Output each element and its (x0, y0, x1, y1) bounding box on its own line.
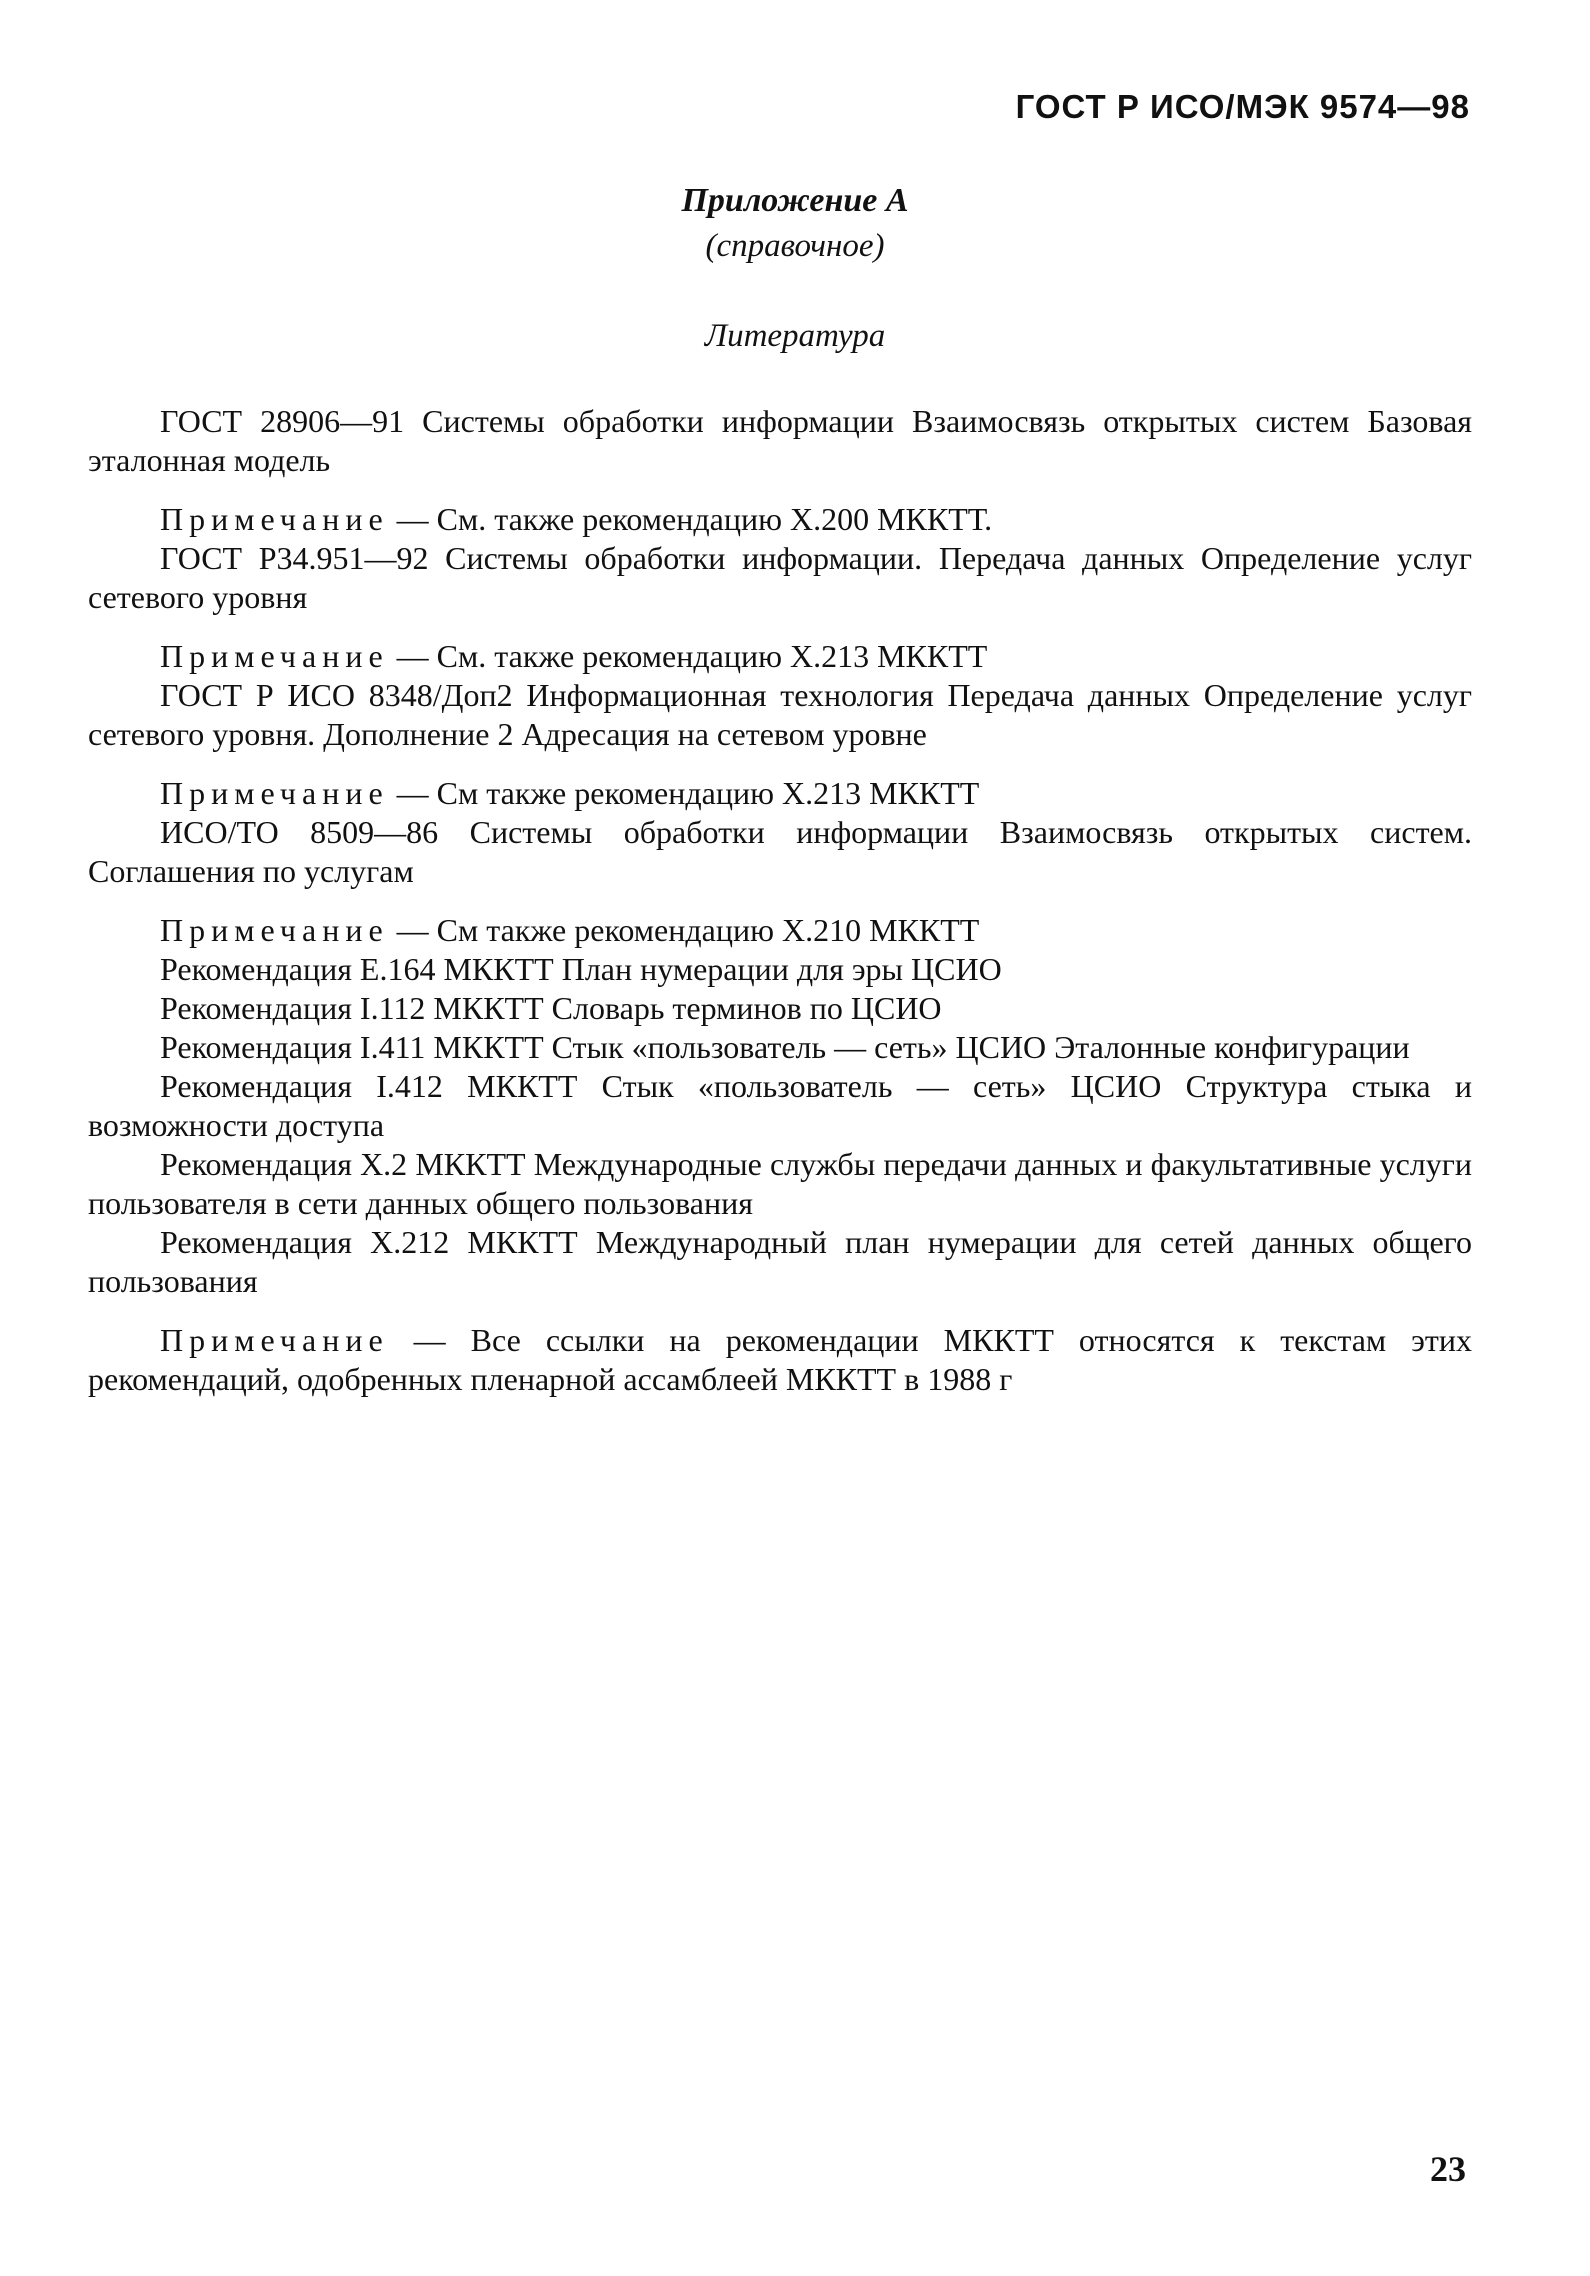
note-text: См также рекомендацию X.213 МККТТ (436, 775, 980, 811)
reference-entry: ГОСТ Р ИСО 8348/Доп2 Информационная технология Передача данных Определение услуг сетевого уровня. Дополнение 2 Адресация на сетевом уровне (88, 677, 1472, 752)
reference-note (88, 500, 1472, 539)
reference-note (88, 911, 1472, 950)
recommendation-entry: Рекомендация I.411 МККТТ Стык «пользователь — сеть» ЦСИО Эталонные конфигурации (160, 1029, 1410, 1065)
note-text: См. также рекомендацию X.213 МККТТ (436, 638, 988, 674)
appendix-title: Приложение А (681, 182, 909, 219)
recommendation-entry: Рекомендация X.212 МККТТ Международный план нумерации для сетей данных общего пользования (88, 1224, 1472, 1299)
page-number: 23 (1430, 2149, 1466, 2189)
reference-note (88, 774, 1472, 813)
recommendation-entry: Рекомендация I.412 МККТТ Стык «пользователь — сеть» ЦСИО Структура стыка и возможности доступа (88, 1068, 1472, 1143)
note-label: Примечание (160, 501, 389, 537)
note-dash: — (388, 775, 437, 811)
references-body (88, 402, 1472, 1399)
recommendation-entry: Рекомендация X.2 МККТТ Международные службы передачи данных и факультативные услуги пользователя в сети данных общего пользования (88, 1146, 1472, 1221)
recommendation-entry: Рекомендация E.164 МККТТ План нумерации для эры ЦСИО (160, 951, 1002, 987)
note-label: Примечание (160, 912, 389, 948)
reference-entry: ГОСТ 28906—91 Системы обработки информации Взаимосвязь открытых систем Базовая эталонная модель (88, 403, 1472, 478)
note-text: См. также рекомендацию X.200 МККТТ. (436, 501, 993, 537)
note-dash: — (388, 638, 437, 674)
final-note-text: Все ссылки на рекомендации МККТТ относятся к текстам этих рекомендаций, одобренных пленарной ассамблеей МККТТ в 1988 г (88, 1322, 1473, 1397)
note-dash: — (388, 501, 437, 537)
reference-note (88, 637, 1472, 676)
note-dash: — (388, 1322, 471, 1358)
note-label: Примечание (160, 1322, 389, 1358)
note-label: Примечание (160, 638, 389, 674)
literature-heading: Литература (704, 318, 886, 354)
document-code-header: ГОСТ Р ИСО/МЭК 9574—98 (1015, 88, 1470, 125)
note-text: См также рекомендацию X.210 МККТТ (436, 912, 980, 948)
appendix-subtitle: (справочное) (705, 228, 885, 264)
note-label: Примечание (160, 775, 389, 811)
note-dash: — (388, 912, 437, 948)
recommendation-entry: Рекомендация I.112 МККТТ Словарь терминов по ЦСИО (160, 990, 942, 1026)
reference-entry: ГОСТ Р34.951—92 Системы обработки информации. Передача данных Определение услуг сетевого уровня (88, 540, 1472, 615)
reference-entry: ИСО/ТО 8509—86 Системы обработки информации Взаимосвязь открытых систем. Соглашения по услугам (88, 814, 1472, 889)
final-note (88, 1321, 1472, 1399)
